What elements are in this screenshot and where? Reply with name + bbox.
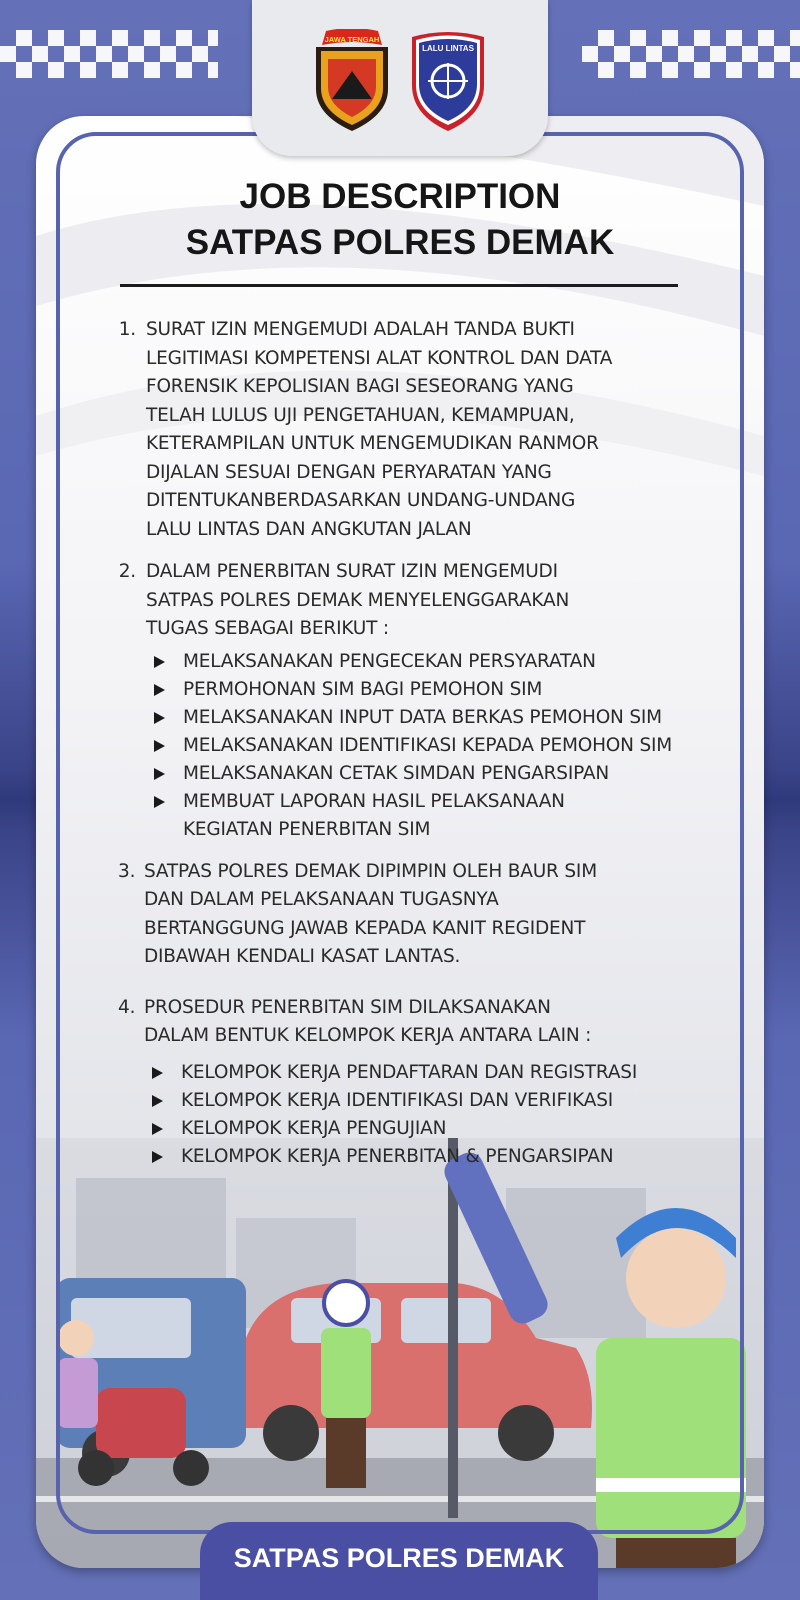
- pedestrian: [58, 1320, 98, 1428]
- page-title: [36, 174, 764, 266]
- traffic-scene-illustration: [36, 1138, 764, 1568]
- list-item-1: [118, 316, 748, 544]
- task-bullet-list: [154, 648, 748, 844]
- title-divider: [120, 284, 678, 287]
- lalu-lintas-emblem: [408, 29, 488, 133]
- content-card: [36, 116, 764, 1568]
- triangle-bullet-icon: [154, 656, 165, 668]
- checker-pattern-right: [582, 30, 800, 78]
- bullet-item: KELOMPOK KERJA PENERBITAN & PENGARSIPAN: [152, 1143, 748, 1171]
- bullet-item: PERMOHONAN SIM BAGI PEMOHON SIM: [154, 676, 748, 704]
- triangle-bullet-icon: [154, 684, 165, 696]
- title-line-2: SATPAS POLRES DEMAK: [185, 223, 615, 262]
- bullet-item: MELAKSANAKAN IDENTIFIKASI KEPADA PEMOHON SIM: [154, 732, 748, 760]
- triangle-bullet-icon: [154, 740, 165, 752]
- item-text: SURAT IZIN MENGEMUDI ADALAH TANDA BUKTI LEGITIMASI KOMPETENSI ALAT KONTROL DAN DATA FORENSIK KEPOLISIAN BAGI SESEORANG YANG TELAH LULUS UJI PENGETAHUAN, KEMAMPUAN, KETERAMPILAN UNTUK MENGEMUDIKAN RANMOR DIJALAN SESUAI DENGAN PERYARATAN YANG DITENTUKANBERDASARKAN UNDANG-UNDANG LALU LINTAS DAN ANGKUTAN JALAN: [146, 319, 613, 540]
- bullet-item: MELAKSANAKAN CETAK SIMDAN PENGARSIPAN: [154, 760, 748, 788]
- item-number: 4.: [118, 996, 136, 1018]
- triangle-bullet-icon: [152, 1123, 163, 1135]
- triangle-bullet-icon: [154, 768, 165, 780]
- list-item-4: [118, 994, 748, 1171]
- list-item-2: [118, 558, 748, 844]
- bullet-item: MELAKSANAKAN INPUT DATA BERKAS PEMOHON SIM: [154, 704, 748, 732]
- title-line-1: JOB DESCRIPTION: [239, 177, 561, 216]
- jawa-tengah-police-emblem: [312, 29, 392, 133]
- item-number: 2.: [118, 561, 136, 582]
- police-officer-small: [321, 1281, 371, 1488]
- triangle-bullet-icon: [154, 712, 165, 724]
- bullet-item: KELOMPOK KERJA PENGUJIAN: [152, 1115, 748, 1143]
- bullet-item: MEMBUAT LAPORAN HASIL PELAKSANAAN KEGIATAN PENERBITAN SIM: [154, 788, 748, 844]
- bullet-item: MELAKSANAKAN PENGECEKAN PERSYARATAN: [154, 648, 748, 676]
- list-item-3: [118, 858, 748, 972]
- item-number: 3.: [118, 860, 136, 882]
- logo-header-tab: [252, 0, 548, 156]
- bullet-item: KELOMPOK KERJA PENDAFTARAN DAN REGISTRASI: [152, 1059, 748, 1087]
- footer-label-tab: [200, 1522, 598, 1600]
- item-text: DALAM PENERBITAN SURAT IZIN MENGEMUDI SATPAS POLRES DEMAK MENYELENGGARAKAN TUGAS SEBAGAI BERIKUT :: [146, 561, 570, 639]
- job-description-list: [118, 316, 748, 1185]
- svg-text:LALU LINTAS: LALU LINTAS: [422, 44, 474, 53]
- footer-label: SATPAS POLRES DEMAK: [233, 1542, 565, 1573]
- triangle-bullet-icon: [152, 1095, 163, 1107]
- item-text: PROSEDUR PENERBITAN SIM DILAKSANAKAN DALAM BENTUK KELOMPOK KERJA ANTARA LAIN :: [144, 996, 592, 1046]
- svg-text:JAWA TENGAH: JAWA TENGAH: [324, 35, 380, 44]
- workgroup-bullet-list: [152, 1059, 748, 1171]
- triangle-bullet-icon: [152, 1067, 163, 1079]
- item-text: SATPAS POLRES DEMAK DIPIMPIN OLEH BAUR SIM DAN DALAM PELAKSANAAN TUGASNYA BERTANGGUNG JAWAB KEPADA KANIT REGIDENT DIBAWAH KENDALI KASAT LANTAS.: [144, 860, 597, 967]
- triangle-bullet-icon: [152, 1151, 163, 1163]
- triangle-bullet-icon: [154, 796, 165, 808]
- item-number: 1.: [118, 319, 136, 340]
- checker-pattern-left: [0, 30, 218, 78]
- bullet-item: KELOMPOK KERJA IDENTIFIKASI DAN VERIFIKASI: [152, 1087, 748, 1115]
